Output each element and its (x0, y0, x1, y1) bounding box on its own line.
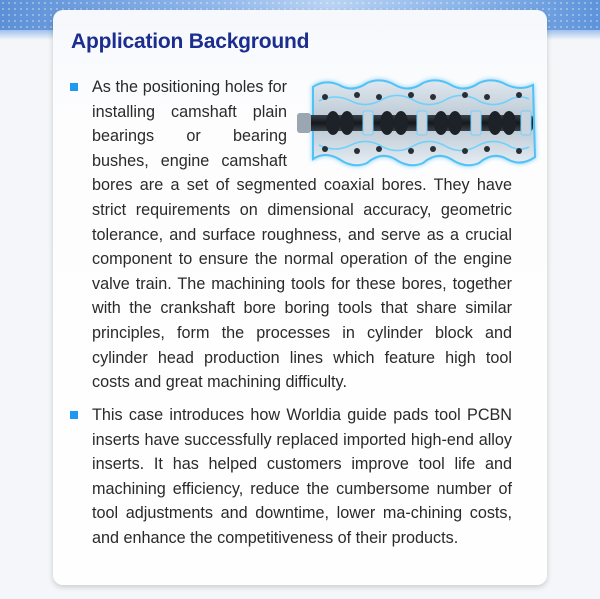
camshaft-cylinder-head-image (295, 75, 547, 172)
cylinder-head-illustration-icon (295, 75, 547, 172)
section-title: Application Background (71, 30, 310, 53)
bullet-paragraph-2 (92, 403, 512, 551)
bullet-paragraph-1 (92, 75, 512, 395)
application-background-card (53, 10, 547, 585)
bullet-text-2: This case introduces how Worldia guide pads tool PCBN inserts have successfully replaced imported high-end alloy inserts. It has helped customers improve tool life and machining efficiency, reduce the cumbersome number of tool adjustments and downtime, lower ma-chining costs, and enhance the competitiveness of their products. (92, 406, 512, 547)
bullet-text-1: As the positioning holes for installing camshaft plain bearings or bearing bushes, engine camshaft bores are a set of segmented coaxial bores. They have strict requirements on dimensional accuracy, geometric tolerance, and surface roughness, and serve as a crucial component to ensure the normal operation of the engine valve train. The machining tools for these bores, together with the crankshaft bore boring tools that share similar principles, form the processes in cylinder block and cylinder head production lines which feature high tool costs and great machining difficulty. (92, 78, 512, 392)
bullet-square-icon (70, 83, 78, 91)
bullet-square-icon (70, 411, 78, 419)
